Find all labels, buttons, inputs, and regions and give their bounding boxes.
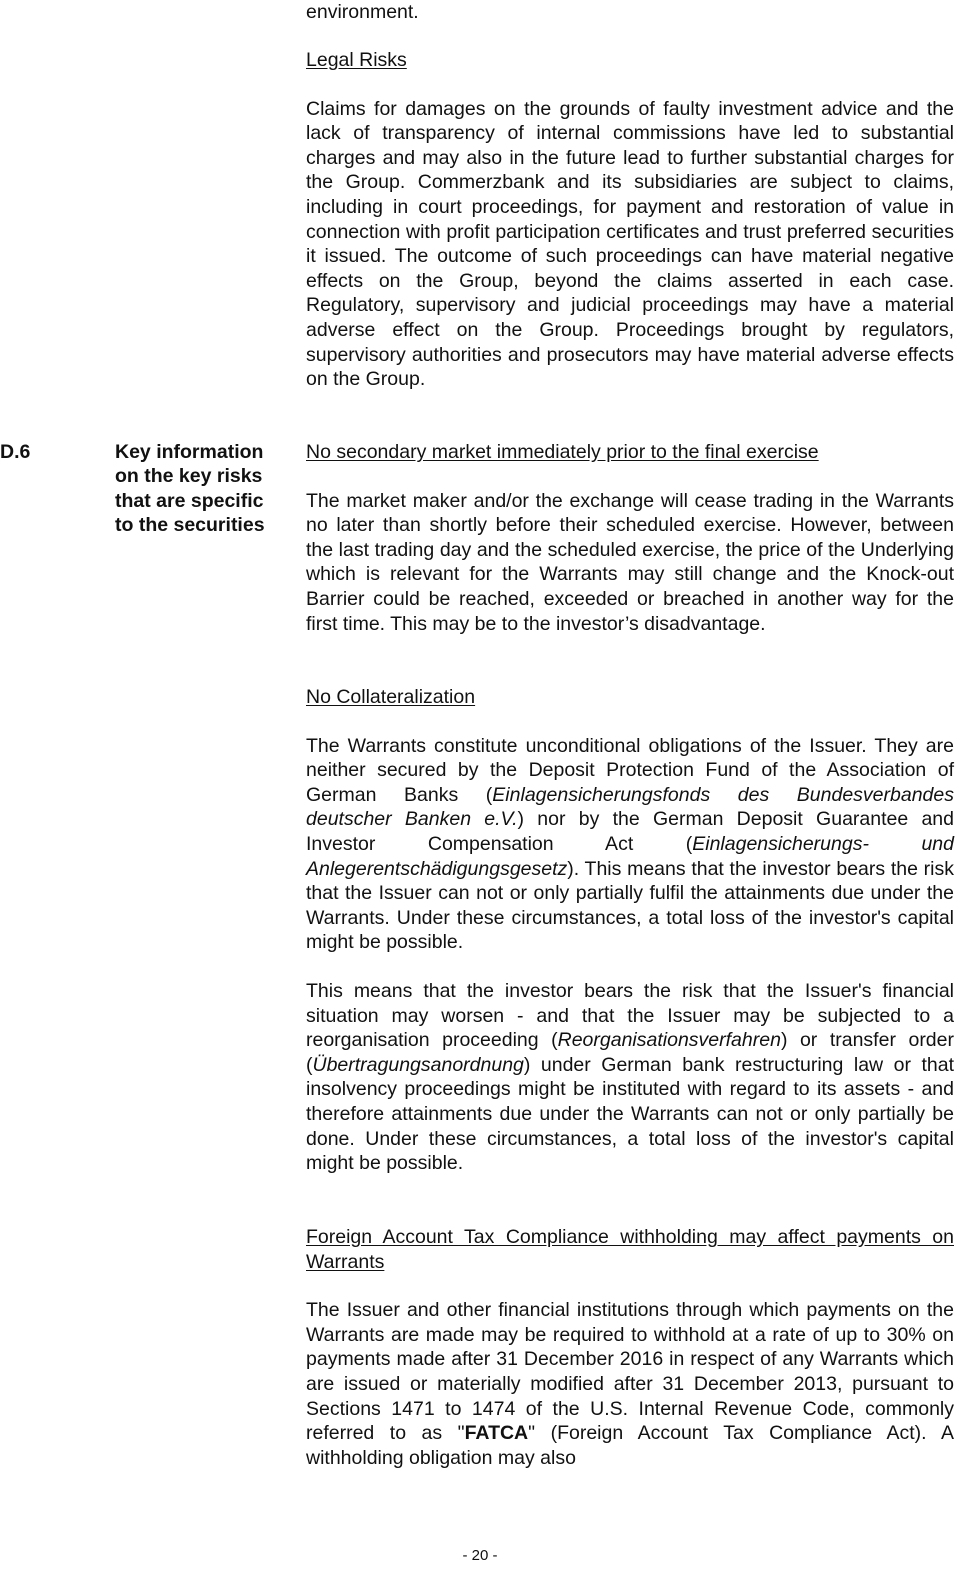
no-collateralization-heading: No Collateralization [306,686,476,708]
section-d6-id: D.6 [0,441,31,463]
no-secondary-market-paragraph: The market maker and/or the exchange will cease trading in the Warrants no later than shortly before their scheduled exercise. However, between the last trading day and the scheduled exercise, the price of the Underlying which is relevant for the Warrants may still change and the Knock-out Barrier could be reached, exceeded or breached in another way for the first time. This may be to the investor’s disadvantage. [306,489,954,635]
text-run: " (Foreign Account Tax Compliance Act). A withholding obligation may also [306,1422,955,1469]
no-collateralization-paragraph-1 [306,734,954,955]
italic-german-term: Einlagensicherungsfonds des Bundesverbandes deutscher Banken e.V. [306,783,954,831]
fatca-section [306,1225,954,1470]
legal-risks-heading: Legal Risks [306,49,407,71]
page-top-fragment [306,0,954,25]
legal-risks-paragraph: Claims for damages on the grounds of faulty investment advice and the lack of transparency of internal commissions have led to substantial charges and may also in the future lead to further substantial charges for the Group. Commerzbank and its subsidiaries are subject to claims, including in court proceedings, for payment and restoration of value in connection with profit participation certificates and trust preferred securities it issued. The outcome of such proceedings can have material negative effects on the Group, beyond the claims asserted in each case. Regulatory, supervisory and judicial proceedings may have a material adverse effect on the Group. Proceedings brought by regulators, supervisory authorities and prosecutors may have material adverse effects on the Group. [306,97,954,391]
continued-text: environment. [306,1,419,23]
italic-german-term: Einlagensicherungs- und Anlegerentschädigungsgesetz [306,832,954,880]
text-run: The Warrants constitute unconditional obligations of the Issuer. They are neither secured by the Deposit Protection Fund of the Association of German Banks ( [306,734,954,806]
legal-risks-section [306,48,954,392]
text-run: This means that the investor bears the risk that the Issuer's financial situation may worsen - and that the Issuer may be subjected to a reorganisation proceeding ( [306,979,954,1052]
no-secondary-market-section [306,440,954,636]
text-run: ) or transfer order ( [306,1029,954,1076]
bold-term: FATCA [464,1422,529,1445]
no-secondary-market-heading: No secondary market immediately prior to the final exercise [306,441,819,463]
italic-german-term: Reorganisationsverfahren [557,1029,781,1052]
text-run: ) under German bank restructuring law or that insolvency proceedings might be instituted with regard to its assets - and therefore attainments due under the Warrants can not or only partially be done. Under these circumstances, a total loss of the investor's capital might be possible. [306,1053,954,1175]
fatca-paragraph [306,1298,954,1470]
text-run: ) nor by the German Deposit Guarantee and Investor Compensation Act ( [306,808,954,855]
text-run: The Issuer and other financial institutions through which payments on the Warrants are made may be required to withhold at a rate of up to 30% on payments made after 31 December 2016 in respect of any Warrants which are issued or materially modified after 31 December 2013, pursuant to Sections 1471 to 1474 of the U.S. Internal Revenue Code, commonly referred to as " [306,1299,954,1445]
page-number: - 20 - [462,1547,498,1564]
fatca-heading: Foreign Account Tax Compliance withholding may affect payments on Warrants [306,1226,954,1273]
no-collateralization-section [306,685,954,1176]
no-collateralization-paragraph-2 [306,979,954,1176]
section-d6-title: Key information on the key risks that are specific to the securities [115,441,265,537]
text-run: ). This means that the investor bears the risk that the Issuer can not or only partially fulfil the attainments due under the Warrants. Under these circumstances, a total loss of the investor's capital might be possible. [306,857,954,954]
italic-german-term: Übertragungsanordnung [312,1053,524,1076]
